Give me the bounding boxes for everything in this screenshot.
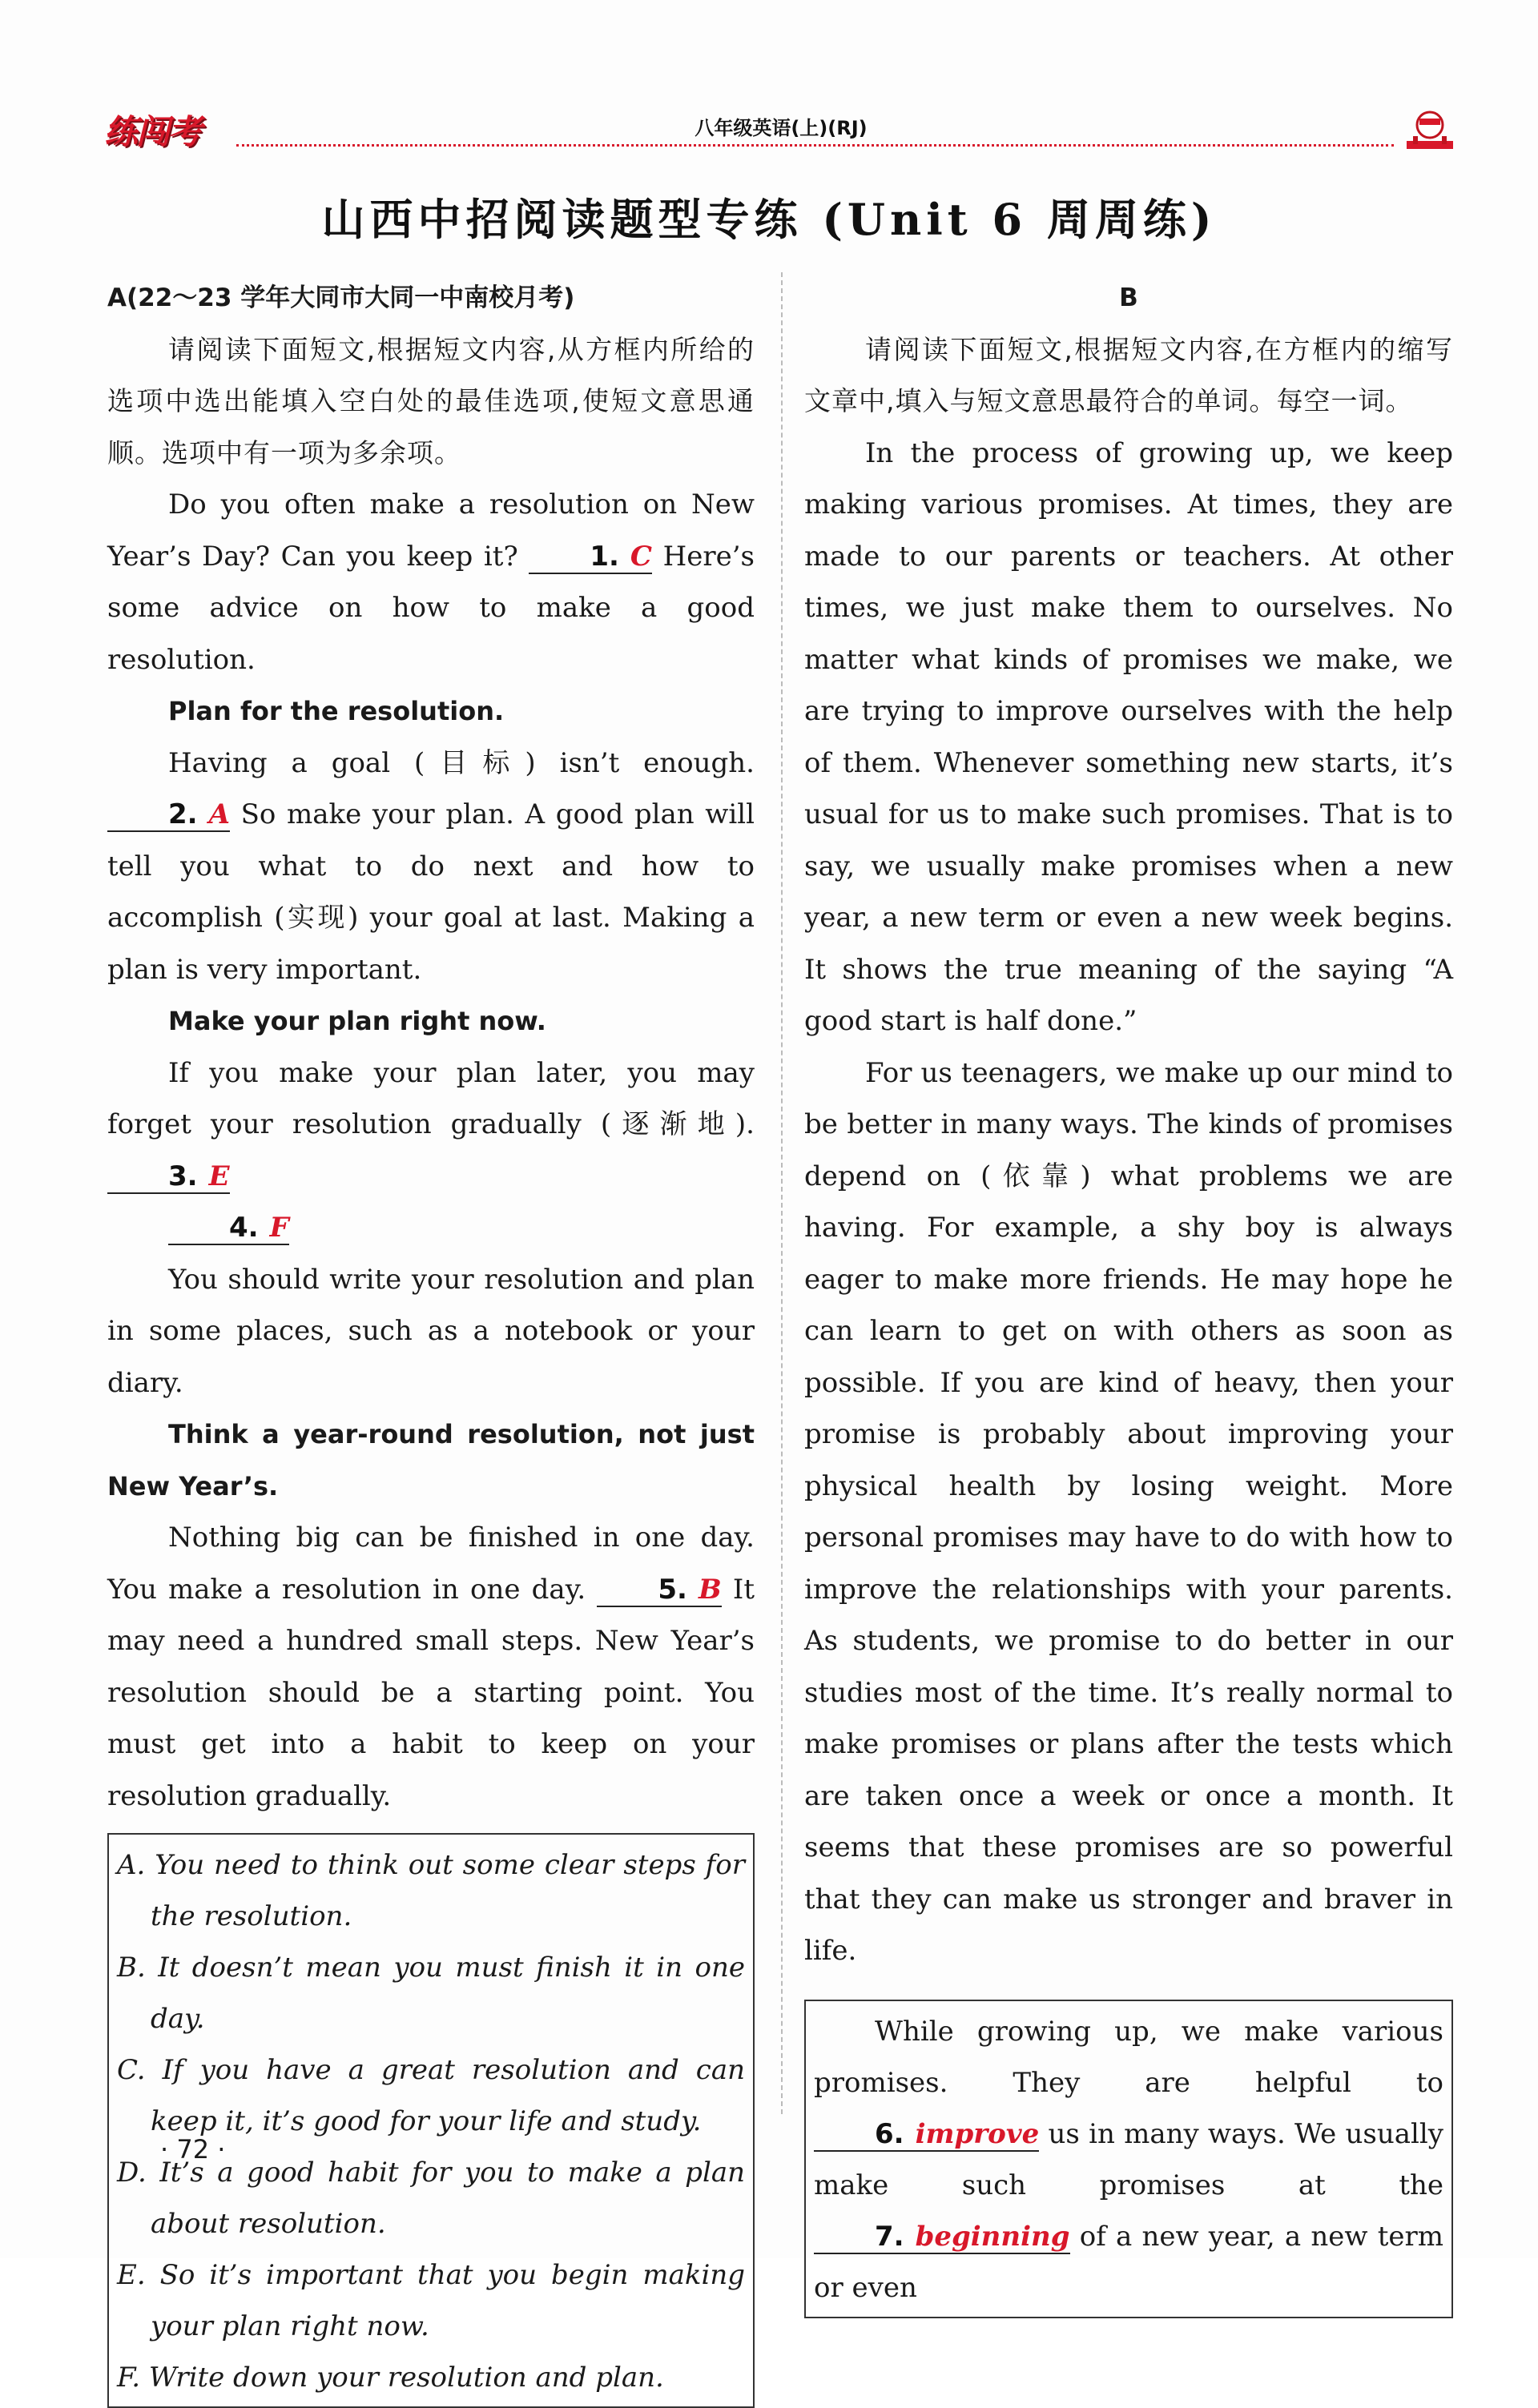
- blank-6[interactable]: [814, 2118, 1039, 2152]
- subheading-year-round: Think a year-round resolution, not just New Year’s.: [107, 1419, 755, 1501]
- option-a[interactable]: A. You need to think out some clear steps for the resolution.: [117, 1849, 745, 1932]
- blank-4-answer: F: [269, 1212, 289, 1244]
- paragraph-2-text-b: So make your plan. A good plan will tell you what to do next and how to accomplish (实现) your goal at last. Making a plan is very important.: [107, 798, 755, 986]
- section-a-heading: A(22～23 学年大同市大同一中南校月考): [107, 283, 575, 312]
- option-e[interactable]: E. So it’s important that you begin making your plan right now.: [117, 2259, 745, 2342]
- section-b-heading: B: [1119, 283, 1138, 312]
- paragraph-2-text: Having a goal (目标) isn’t enough.: [168, 746, 755, 779]
- blank-4-number: 4.: [229, 1212, 259, 1244]
- brand-logo: 练闯考: [104, 112, 201, 151]
- header-title: 八年级英语(上)(RJ): [695, 117, 868, 139]
- blank-3-answer: E: [208, 1160, 230, 1192]
- section-a: [107, 272, 755, 2408]
- blank-7-answer: beginning: [915, 2220, 1070, 2253]
- paragraph-3: [107, 1047, 755, 1203]
- blank-2[interactable]: [107, 798, 230, 832]
- page-number: · 72 ·: [160, 2134, 226, 2165]
- option-d[interactable]: D. It’s a good habit for you to make a plan about resolution.: [117, 2157, 745, 2240]
- blank-7-number: 7.: [875, 2220, 904, 2253]
- blank-2-number: 2.: [168, 798, 198, 830]
- option-b[interactable]: B. It doesn’t mean you must finish it in one day.: [117, 1952, 745, 2035]
- blank-7[interactable]: [814, 2221, 1070, 2254]
- blank-3[interactable]: [107, 1160, 230, 1194]
- summary-box: [804, 2000, 1453, 2318]
- paragraph-5: [107, 1512, 755, 1822]
- paragraph-5-text: Nothing big can be finished in one day. You make a resolution in one day.: [107, 1522, 755, 1606]
- option-f[interactable]: F. Write down your resolution and plan.: [117, 2362, 664, 2394]
- paragraph-1-text-b: Here’s some advice on how to make a good resolution.: [107, 540, 755, 676]
- summary-text-b: us in many ways. We usually make such promises at the: [814, 2117, 1444, 2201]
- option-c[interactable]: C. If you have a great resolution and can keep it, it’s good for your life and study.: [117, 2054, 745, 2137]
- paragraph-4: You should write your resolution and plan in some places, such as a notebook or your diary.: [107, 1263, 755, 1399]
- section-b-instructions: 请阅读下面短文,根据短文内容,在方框内的缩写文章中,填入与短文意思最符合的单词。每空一词。: [804, 333, 1453, 416]
- options-box: [107, 1833, 755, 2408]
- blank-1-number: 1.: [590, 540, 619, 573]
- paragraph-3-text: If you make your plan later, you may forget your resolution gradually (逐渐地).: [107, 1056, 755, 1140]
- blank-5-number: 5.: [658, 1573, 687, 1606]
- passage-paragraph-2: For us teenagers, we make up our mind to be better in many ways. The kinds of promises depend on (依靠) what problems we are having. For example, a shy boy is always eager to make more friends. He may hope he can learn to get on with others as soon as possible. If you are kind of heavy, then your promise is probably about improving your physical health by losing weight. More personal promises may have to do with how to improve the relationships with your parents. As students, we promise to do better in our studies most of the time. It’s really normal to make promises or plans after the tests which are taken once a week or once a month. It seems that these promises are so powerful that they can make us stronger and braver in life.: [804, 1056, 1453, 1967]
- summary-text-c: of a new year, a new term or even: [814, 2220, 1443, 2304]
- subheading-plan: Plan for the resolution.: [168, 696, 505, 726]
- paragraph-5-text-b: It may need a hundred small steps. New Year’s resolution should be a starting point. You must get into a habit to keep on your resolution gradually.: [107, 1573, 755, 1812]
- blank-3-number: 3.: [168, 1160, 198, 1192]
- section-a-instructions: 请阅读下面短文,根据短文内容,从方框内所给的选项中选出能填入空白处的最佳选项,使短文意思通顺。选项中有一项为多余项。: [107, 333, 755, 468]
- summary-text: [814, 2006, 1443, 2314]
- blank-6-number: 6.: [875, 2117, 904, 2150]
- page-header: [104, 104, 1458, 152]
- blank-4[interactable]: [168, 1212, 289, 1245]
- summary-text-a: While growing up, we make various promises. They are helpful to: [814, 2015, 1443, 2099]
- blank-5[interactable]: [597, 1574, 721, 1607]
- blank-6-answer: improve: [915, 2117, 1040, 2150]
- paragraph-1: [107, 479, 755, 685]
- section-b: [804, 272, 1453, 2318]
- paragraph-blank-4: [107, 1202, 755, 1254]
- paragraph-1-text: Do you often make a resolution on New Year’s Day? Can you keep it?: [107, 488, 755, 573]
- blank-5-answer: B: [698, 1573, 722, 1606]
- header-dotted-rule: [236, 144, 1394, 147]
- paragraph-2: [107, 738, 755, 996]
- column-divider: [781, 272, 783, 2114]
- page-title: 山西中招阅读题型专练 (Unit 6 周周练): [321, 194, 1217, 245]
- fist-mascot-icon: [1402, 104, 1458, 152]
- blank-1-answer: C: [630, 540, 652, 573]
- blank-2-answer: A: [208, 798, 230, 830]
- subheading-now: Make your plan right now.: [168, 1006, 546, 1036]
- passage-paragraph-1: In the process of growing up, we keep making various promises. At times, they are made to our parents or teachers. At other times, we just make them to ourselves. No matter what kinds of promises we make, we are trying to improve ourselves with the help of them. Whenever something new starts, it’s usual for us to make such promises. That is to say, we usually make promises when a new year, a new term or even a new week begins. It shows the true meaning of the saying “A good start is half done.”: [804, 436, 1453, 1037]
- blank-1[interactable]: [529, 541, 652, 574]
